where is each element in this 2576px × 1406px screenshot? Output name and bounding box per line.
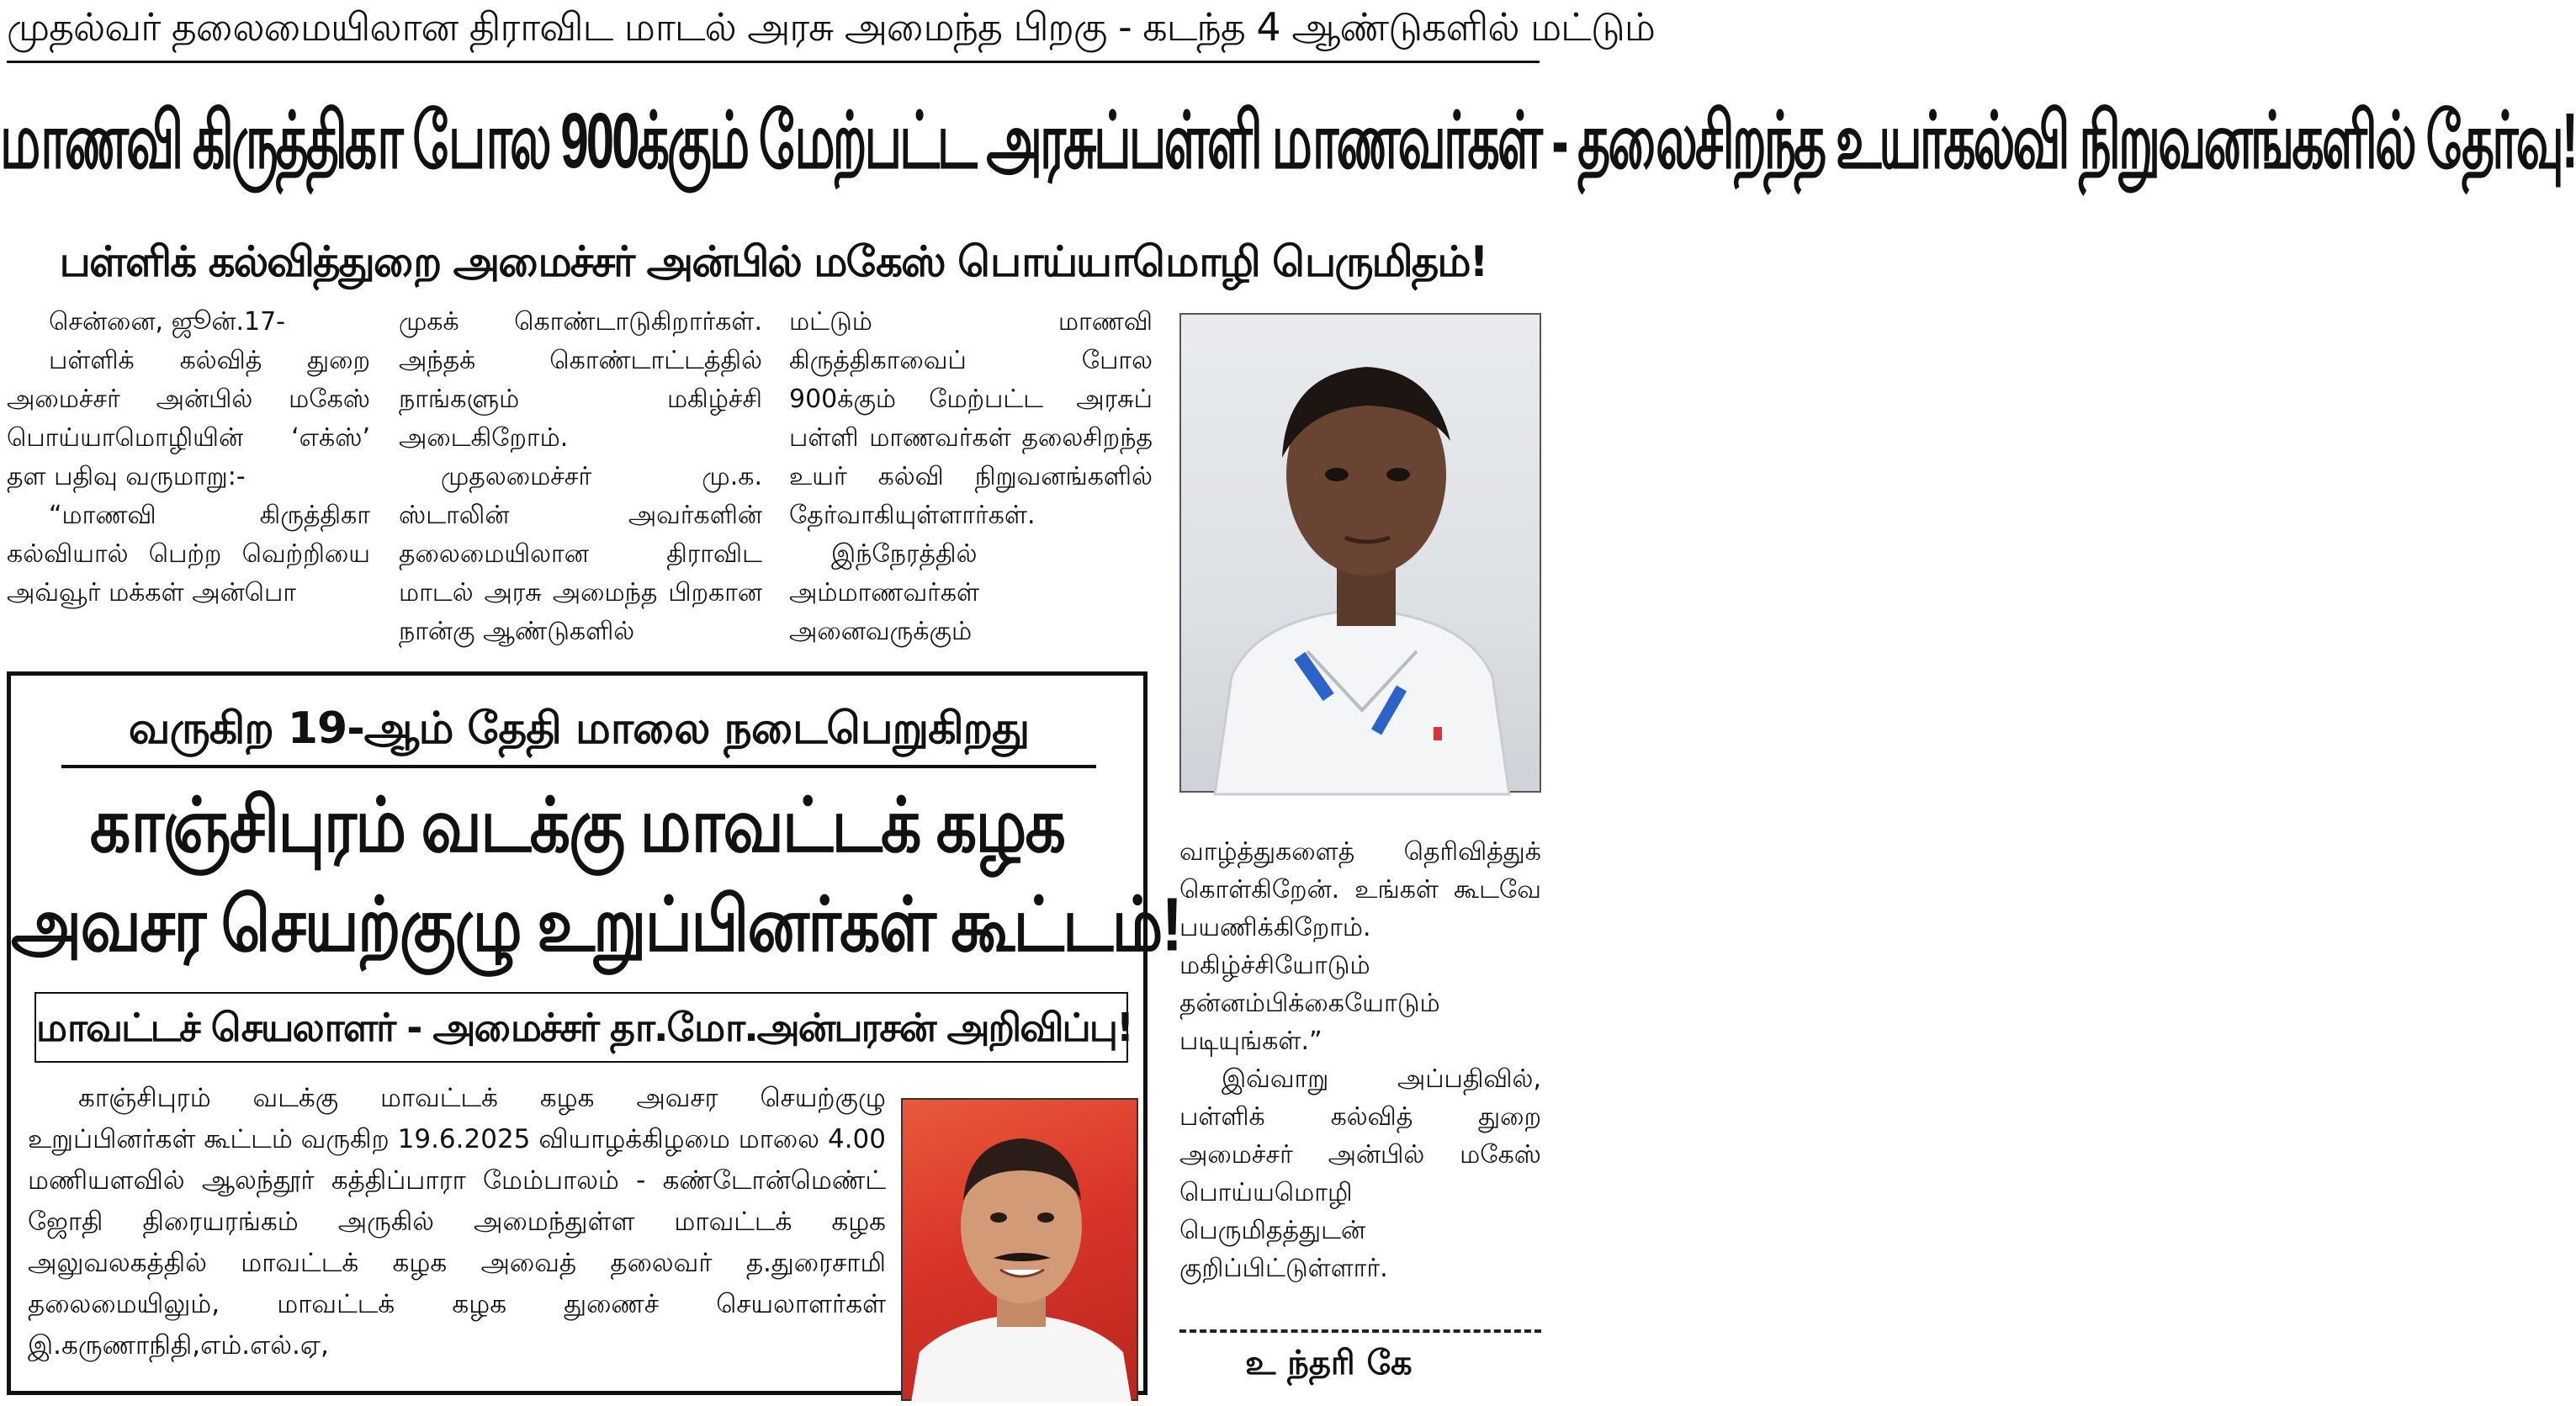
article-paragraph: இவ்வாறு அப்பதிவில், பள்ளிக் கல்வித் துறை அமைச்சர் அன்பில் மகேஸ் பொய்யமொழி பெருமிதத்துடன் குறிப்பிட்டுள்ளார். (1179, 1064, 1541, 1283)
box-kicker: வருகிற 19-ஆம் தேதி மாலை நடைபெறுகிறது (61, 692, 1096, 768)
dashed-divider (1179, 1329, 1541, 1333)
minister-photo (901, 1098, 1138, 1401)
next-story-headline: உ ந்தரி கே (1245, 1344, 1413, 1382)
main-headline: மாணவி கிருத்திகா போல 900க்கும் மேற்பட்ட அரசுப்பள்ளி மாணவர்கள் - தலைசிறந்த உயர்கல்வி நிறுவனங்களில் தேர்வு! (0, 97, 2576, 185)
article-paragraph: இந்நேரத்தில் அம்மாணவர்கள் அனைவருக்கும் (789, 539, 980, 646)
article-column-3 (789, 303, 1153, 656)
box-title-line: காஞ்சிபுரம் வடக்கு மாவட்டக் கழக (89, 783, 1065, 868)
box-paragraph: காஞ்சிபுரம் வடக்கு மாவட்டக் கழக அவசர செயற்குழு உறுப்பினர்கள் கூட்டம் வருகிற 19.6.2025 வியாழக்கிழமை மாலை 4.00 மணியளவில் ஆலந்தூர் கத்திப்பாரா மேம்பாலம் - கண்டோன்மெண்ட் ஜோதி திரையரங்கம் அருகில் அமைந்துள்ள மாவட்டக் கழக அலுவலகத்தில் மாவட்டக் கழக அவைத் தலைவர் த.துரைசாமி தலைமையிலும், மாவட்டக் கழக துணைச் செயலாளர்கள் இ.கருணாநிதி,எம்.எல்.ஏ, (28, 1083, 886, 1361)
article-paragraph: மட்டும் மாணவி கிருத்திகாவைப் போல 900க்கும் மேற்பட்ட அரசுப் பள்ளி மாணவர்கள் தலைசிறந்த உயர் கல்வி நிறுவனங்களில் தேர்வாகியுள்ளார்கள். (789, 307, 1153, 530)
student-portrait-icon (1181, 315, 1543, 794)
meeting-announcement-box (7, 671, 1181, 1395)
sub-headline: பள்ளிக் கல்வித்துறை அமைச்சர் அன்பில் மகேஸ் பொய்யாமொழி பெருமிதம்! (59, 237, 1487, 286)
article-right-column (1179, 833, 1541, 1304)
article-paragraph: முகக் கொண்டாடுகிறார்கள். அந்தக் கொண்டாட்டத்தில் நாங்களும் மகிழ்ச்சி அடைகிறோம். (399, 307, 762, 453)
box-title (11, 777, 1181, 975)
student-photo (1179, 313, 1541, 793)
box-subtitle: மாவட்டச் செயலாளர் - அமைச்சர் தா.மோ.அன்பரசன் அறிவிப்பு! (34, 992, 1128, 1063)
article-paragraph: முதலமைச்சர் மு.க. ஸ்டாலின் அவர்களின் தலைமையிலான திராவிட மாடல் அரசு அமைந்த பிறகான நான்கு ஆண்டுகளில் (399, 462, 762, 646)
article-paragraph: வாழ்த்துகளைத் தெரிவித்துக் கொள்கிறேன். உங்கள் கூடவே பயணிக்கிறோம். மகிழ்ச்சியோடும் தன்னம்பிக்கையோடும் படியுங்கள்.” (1179, 837, 1541, 1056)
article-column-1 (7, 303, 370, 656)
minister-portrait-icon (903, 1100, 1140, 1403)
box-title-line: அவசர செயற்குழு உறுப்பினர்கள் கூட்டம்! (11, 883, 1181, 968)
top-kicker: முதல்வர் தலைமையிலான திராவிட மாடல் அரசு அமைந்த பிறகு - கடந்த 4 ஆண்டுகளில் மட்டும் (7, 0, 1540, 63)
article-paragraph: “மாணவி கிருத்திகா கல்வியால் பெற்ற வெற்றியை அவ்வூர் மக்கள் அன்பொ (7, 501, 370, 607)
dateline: சென்னை, ஜூன்.17- (49, 307, 285, 337)
article-paragraph: பள்ளிக் கல்வித் துறை அமைச்சர் அன்பில் மகேஸ் பொய்யாமொழியின் ‘எக்ஸ்’ தள பதிவு வருமாறு:- (7, 346, 370, 491)
box-body (28, 1078, 886, 1398)
article-column-2 (399, 303, 762, 656)
